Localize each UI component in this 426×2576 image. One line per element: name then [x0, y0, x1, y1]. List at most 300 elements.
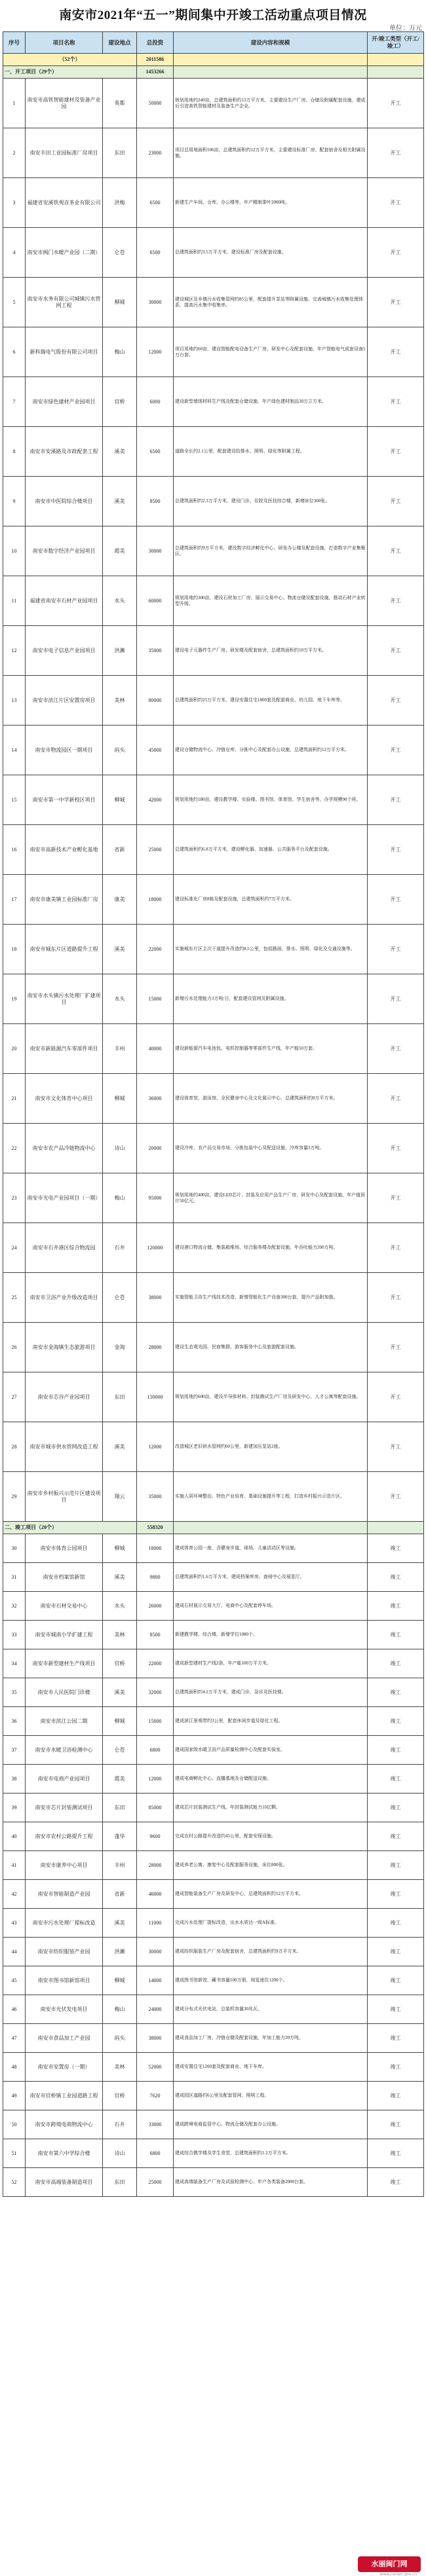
header-name: 项目名称 — [26, 32, 103, 54]
table-row — [3, 1938, 424, 1966]
cell-no: 4 — [3, 228, 26, 278]
cell-investment: 8500 — [137, 1621, 174, 1649]
cell-location: 东田 — [103, 2168, 137, 2197]
cell-name: 南安市智能制造产业园 — [26, 1880, 103, 1909]
cell-type: 竣工 — [368, 1621, 424, 1649]
table-row — [3, 1124, 424, 1173]
cell-content: 新建教学楼、综合楼，新增学位1080个。 — [174, 1621, 368, 1649]
cell-type: 竣工 — [368, 1736, 424, 1765]
cell-content: 建成滨江景观带约3公里，配套休闲步道及绿化工程。 — [174, 1707, 368, 1736]
table-row — [3, 79, 424, 128]
cell-name: 南安市数字经济产业园项目 — [26, 526, 103, 576]
table-row — [3, 526, 424, 576]
table-row — [3, 1995, 424, 2024]
cell-name: 南安市绿色建材产业园项目 — [26, 377, 103, 427]
cell-location: 柳城 — [103, 1707, 137, 1736]
table-body — [3, 54, 424, 2197]
cell-type: 开工 — [368, 327, 424, 377]
cell-content: 建成养老公寓、康复中心及配套服务设施，床位800张。 — [174, 1851, 368, 1880]
cell-content: 建成智能装备生产厂房及研发中心，总建筑面积约12万平方米。 — [174, 1880, 368, 1909]
cell-investment: 18000 — [137, 1534, 174, 1563]
cell-name: 南安市中医院综合楼项目 — [26, 477, 103, 526]
cell-content: 规划用地约600亩，建设半导体材料、封装测试生产厂房及研发中心、人才公寓等配套设施。 — [174, 1372, 368, 1422]
cell-content: 总建筑面积约25万平方米，建设安置住宅1800套及配套商业、幼儿园、地下车库等。 — [174, 676, 368, 726]
cell-content: 总建筑面积约3.5万平方米，建设标准厂房及配套设施。 — [174, 228, 368, 278]
cell-type: 开工 — [368, 477, 424, 526]
cell-name: 南安市食品加工产业园 — [26, 2024, 103, 2053]
cell-no: 5 — [3, 278, 26, 327]
cell-type: 开工 — [368, 925, 424, 974]
cell-content: 实施城东片区主次干道提升改造约8.5公里，包括路面、排水、照明、绿化及交通设施等。 — [174, 925, 368, 974]
cell-investment: 25000 — [137, 2168, 174, 2197]
cell-name: 南安市第一中学新校区项目 — [26, 775, 103, 825]
table-row — [3, 1534, 424, 1563]
cell-investment: 26000 — [137, 1592, 174, 1621]
cell-location: 康美 — [103, 875, 137, 925]
table-row — [3, 1822, 424, 1851]
cell-no: 3 — [3, 178, 26, 228]
section-start-label: 一、开工项目（29个） — [3, 66, 137, 79]
cell-type: 开工 — [368, 1372, 424, 1422]
cell-content: 建成芯片封装测试生产线，年封装测试能力10亿颗。 — [174, 1794, 368, 1822]
cell-no: 52 — [3, 2168, 26, 2197]
cell-location: 翔云 — [103, 1472, 137, 1522]
cell-investment: 35000 — [137, 626, 174, 676]
table-row — [3, 228, 424, 278]
cell-content: 规划用地约400亩，建设LED芯片、封装及应用产品生产厂房、研发中心及配套设施，年产值预计50亿元。 — [174, 1173, 368, 1223]
table-row — [3, 2024, 424, 2053]
cell-content: 建设电子元器件生产厂房、研发楼及配套宿舍，总建筑面积约10万平方米。 — [174, 626, 368, 676]
cell-location: 美林 — [103, 1621, 137, 1649]
cell-content: 建设港口物流仓储、集装箱堆场、综合服务楼及配套设施，年吞吐能力200万吨。 — [174, 1223, 368, 1273]
cell-investment: 12000 — [137, 327, 174, 377]
cell-location: 仑苍 — [103, 228, 137, 278]
cell-investment: 22000 — [137, 1649, 174, 1678]
cell-name: 南安市滨江片区安置房项目 — [26, 676, 103, 726]
table-row — [3, 1909, 424, 1938]
cell-content: 建设生态观光园、民宿集群、游客服务中心及旅游配套设施。 — [174, 1323, 368, 1372]
cell-type: 竣工 — [368, 1707, 424, 1736]
cell-investment: 46000 — [137, 1880, 174, 1909]
unit-label: 单位：万元 — [389, 25, 422, 32]
cell-no: 37 — [3, 1736, 26, 1765]
table-row — [3, 2139, 424, 2168]
cell-no: 25 — [3, 1273, 26, 1323]
cell-no: 50 — [3, 2110, 26, 2139]
cell-content: 建成体育公园一座，含健身步道、球场、儿童活动区等设施。 — [174, 1534, 368, 1563]
cell-location: 金淘 — [103, 1323, 137, 1372]
cell-no: 20 — [3, 1024, 26, 1074]
table-row — [3, 1472, 424, 1522]
cell-location: 东田 — [103, 128, 137, 178]
table-row — [3, 1707, 424, 1736]
cell-no: 35 — [3, 1678, 26, 1707]
cell-no: 48 — [3, 2053, 26, 2082]
cell-investment: 23000 — [137, 128, 174, 178]
table-row — [3, 1024, 424, 1074]
cell-no: 30 — [3, 1534, 26, 1563]
table-row — [3, 825, 424, 875]
cell-type: 开工 — [368, 1273, 424, 1323]
cell-no: 49 — [3, 2082, 26, 2110]
cell-investment: 120000 — [137, 1223, 174, 1273]
cell-content: 建成高端装备生产厂房及试验检测中心，年产各类装备2000台套。 — [174, 2168, 368, 2197]
cell-investment: 15000 — [137, 974, 174, 1024]
cell-content: 建成食品加工厂房、冷链仓储及配套设施，年加工能力20万吨。 — [174, 2024, 368, 2053]
header-type: 开/竣工类型（开工/竣工） — [368, 32, 424, 54]
cell-location: 诗山 — [103, 2139, 137, 2168]
cell-no: 51 — [3, 2139, 26, 2168]
table-row — [3, 327, 424, 377]
header-content: 建设内容和规模 — [174, 32, 368, 54]
table-row — [3, 1880, 424, 1909]
table-row — [3, 2110, 424, 2139]
cell-type: 开工 — [368, 526, 424, 576]
cell-location: 码头 — [103, 726, 137, 775]
cell-no: 10 — [3, 526, 26, 576]
header-location: 建设地点 — [103, 32, 137, 54]
table-row — [3, 875, 424, 925]
cell-content: 总建筑面积约2.3万平方米，建设门诊、住院及医技综合楼，新增床位300张。 — [174, 477, 368, 526]
cell-location: 霞美 — [103, 1765, 137, 1794]
cell-name: 南安市高新技术产业孵化基地 — [26, 825, 103, 875]
cell-location: 东田 — [103, 1372, 137, 1422]
cell-type: 开工 — [368, 974, 424, 1024]
cell-type: 开工 — [368, 427, 424, 477]
cell-location: 柳城 — [103, 1534, 137, 1563]
cell-name: 南安市新型建材生产线项目 — [26, 1649, 103, 1678]
cell-name: 南安市农村公路提升工程 — [26, 1822, 103, 1851]
cell-location: 官桥 — [103, 1649, 137, 1678]
cell-investment: 9800 — [137, 1563, 174, 1592]
cell-content: 规划用地约240亩，总建筑面积约13万平方米，主要建设生产厂房、仓储及附属配套设施，建成后引进高铁智能建材及装备生产企业。 — [174, 79, 368, 128]
cell-location: 溪美 — [103, 1563, 137, 1592]
cell-no: 39 — [3, 1794, 26, 1822]
cell-no: 32 — [3, 1592, 26, 1621]
cell-investment: 50000 — [137, 79, 174, 128]
cell-type: 开工 — [368, 1323, 424, 1372]
cell-investment: 80000 — [137, 676, 174, 726]
cell-type: 开工 — [368, 576, 424, 626]
table-row — [3, 2168, 424, 2197]
cell-type: 竣工 — [368, 2082, 424, 2110]
table-row — [3, 626, 424, 676]
cell-type: 竣工 — [368, 1851, 424, 1880]
cell-name: 南安市康美镇工业园标准厂房 — [26, 875, 103, 925]
cell-name: 南安丰田工业园标准厂房项目 — [26, 128, 103, 178]
table-row — [3, 676, 424, 726]
cell-name: 南安市跨境电商物流中心 — [26, 2110, 103, 2139]
cell-investment: 14000 — [137, 1966, 174, 1995]
cell-no: 6 — [3, 327, 26, 377]
cell-content: 新建生产车间、仓库、办公楼等，年产精制茶叶2000吨。 — [174, 178, 368, 228]
table-row — [3, 1678, 424, 1707]
cell-content: 建成国家级水暖卫浴产品质量检测中心及配套实验室。 — [174, 1736, 368, 1765]
cell-location: 溪美 — [103, 925, 137, 974]
cell-investment: 11000 — [137, 1909, 174, 1938]
table-row — [3, 1323, 424, 1372]
cell-type: 开工 — [368, 278, 424, 327]
table-row — [3, 726, 424, 775]
cell-investment: 24000 — [137, 1995, 174, 2024]
cell-location: 码头 — [103, 2024, 137, 2053]
cell-investment: 33000 — [137, 2110, 174, 2139]
cell-no: 46 — [3, 1995, 26, 2024]
cell-location: 水头 — [103, 1592, 137, 1621]
cell-investment: 20000 — [137, 1124, 174, 1173]
table-row — [3, 1074, 424, 1124]
cell-name: 南安市污水处理厂提标改造 — [26, 1909, 103, 1938]
cell-name: 南安市光伏发电项目 — [26, 1995, 103, 2024]
cell-no: 41 — [3, 1851, 26, 1880]
cell-location: 梅山 — [103, 327, 137, 377]
cell-investment: 30000 — [137, 526, 174, 576]
table-row — [3, 1966, 424, 1995]
cell-location: 石井 — [103, 2110, 137, 2139]
cell-type: 开工 — [368, 1223, 424, 1273]
cell-type: 开工 — [368, 676, 424, 726]
cell-type: 竣工 — [368, 1794, 424, 1822]
cell-content: 总建筑面积约9万平方米，建设数字经济孵化中心、研发办公楼及配套设施，打造数字产业集聚区。 — [174, 526, 368, 576]
section-complete-row — [3, 1522, 424, 1534]
cell-content: 实施人居环境整治、特色产业培育、基础设施提升等工程，打造乡村振兴示范片区。 — [174, 1472, 368, 1522]
cell-investment: 28000 — [137, 1851, 174, 1880]
cell-location: 省新 — [103, 825, 137, 875]
cell-type: 开工 — [368, 128, 424, 178]
cell-name: 南安市纺织服装产业园 — [26, 1938, 103, 1966]
cell-investment: 35000 — [137, 1472, 174, 1522]
cell-no: 19 — [3, 974, 26, 1024]
cell-no: 36 — [3, 1707, 26, 1736]
cell-no: 26 — [3, 1323, 26, 1372]
cell-content: 规划用地约300亩，建设石材加工厂房、展示交易中心、物流仓储及配套设施，推动石材产业转型升级。 — [174, 576, 368, 626]
cell-investment: 12000 — [137, 1765, 174, 1794]
cell-name: 南安市城市供水管网改造工程 — [26, 1422, 103, 1472]
table-row — [3, 925, 424, 974]
document-title: 南安市2021年“五一”期间集中开竣工活动重点项目情况 — [59, 9, 367, 22]
cell-location: 仑苍 — [103, 1736, 137, 1765]
table-row — [3, 576, 424, 626]
cell-content: 完成污水处理厂提标改造，出水水质达一级A标准。 — [174, 1909, 368, 1938]
cell-content: 建设冷库、农产品交易市场、分拣包装中心及配送设施，冷库容量3万吨。 — [174, 1124, 368, 1173]
cell-no: 16 — [3, 825, 26, 875]
section-start-row — [3, 66, 424, 79]
table-row — [3, 1173, 424, 1223]
table-row — [3, 1592, 424, 1621]
table-row — [3, 1621, 424, 1649]
cell-name: 南安市安溪路及市政配套工程 — [26, 427, 103, 477]
cell-location: 水头 — [103, 576, 137, 626]
table-row — [3, 128, 424, 178]
table-row — [3, 477, 424, 526]
cell-content: 建成电商孵化中心、直播基地及仓储配送设施。 — [174, 1765, 368, 1794]
cell-investment: 28000 — [137, 1323, 174, 1372]
cell-type: 开工 — [368, 377, 424, 427]
cell-no: 27 — [3, 1372, 26, 1422]
cell-no: 33 — [3, 1621, 26, 1649]
cell-name: 南安市档案馆新馆 — [26, 1563, 103, 1592]
cell-content: 总建筑面积约4.2万平方米，建成门诊、急诊及医技楼。 — [174, 1678, 368, 1707]
cell-name: 南安市文化体育中心项目 — [26, 1074, 103, 1124]
cell-investment: 15000 — [137, 1707, 174, 1736]
cell-type: 竣工 — [368, 1534, 424, 1563]
cell-content: 建设新能源汽车电池包、电机控制器等零部件生产线，年产能50万套。 — [174, 1024, 368, 1074]
cell-investment: 7620 — [137, 2082, 174, 2110]
project-table — [3, 31, 424, 2197]
cell-type: 开工 — [368, 775, 424, 825]
total-row — [3, 54, 424, 66]
cell-name: 南安市金淘镇生态旅游项目 — [26, 1323, 103, 1372]
cell-no: 14 — [3, 726, 26, 775]
table-row — [3, 1649, 424, 1678]
cell-investment: 6500 — [137, 178, 174, 228]
cell-location: 霞美 — [103, 526, 137, 576]
cell-investment: 30000 — [137, 278, 174, 327]
cell-no: 13 — [3, 676, 26, 726]
cell-location: 溪美 — [103, 477, 137, 526]
cell-name: 南安市芯谷产业园项目 — [26, 1372, 103, 1422]
cell-investment: 6800 — [137, 2139, 174, 2168]
cell-name: 南安市物流园区一期项目 — [26, 726, 103, 775]
cell-type: 竣工 — [368, 1765, 424, 1794]
cell-no: 45 — [3, 1966, 26, 1995]
cell-investment: 95000 — [137, 1173, 174, 1223]
cell-location: 水头 — [103, 974, 137, 1024]
cell-name: 南安市阀门水暖产业园（二期） — [26, 228, 103, 278]
cell-content: 建成图书馆新馆，藏书容量100万册，阅览座位1200个。 — [174, 1966, 368, 1995]
table-row — [3, 427, 424, 477]
cell-investment: 36000 — [137, 1074, 174, 1124]
cell-content: 建成石材展示交易大厅、电商中心及配套停车场。 — [174, 1592, 368, 1621]
cell-content: 建成分布式光伏电站，总装机容量30兆瓦。 — [174, 1995, 368, 2024]
cell-no: 43 — [3, 1909, 26, 1938]
cell-name: 南安市水暖卫浴检测中心 — [26, 1736, 103, 1765]
cell-no: 40 — [3, 1822, 26, 1851]
cell-name: 南安市第六中学综合楼 — [26, 2139, 103, 2168]
cell-type: 竣工 — [368, 1880, 424, 1909]
table-row — [3, 178, 424, 228]
cell-investment: 40000 — [137, 1024, 174, 1074]
table-row — [3, 2053, 424, 2082]
cell-type: 竣工 — [368, 2053, 424, 2082]
cell-type: 竣工 — [368, 1592, 424, 1621]
cell-type: 开工 — [368, 1024, 424, 1074]
cell-type: 开工 — [368, 1124, 424, 1173]
cell-no: 17 — [3, 875, 26, 925]
cell-content: 项目用地约60亩，建设智能配电设备生产厂房、研发中心及配套设施，年产智能电气成套设备5万台套。 — [174, 327, 368, 377]
cell-no: 8 — [3, 427, 26, 477]
cell-name: 南安市官桥镇工业园道路工程 — [26, 2082, 103, 2110]
cell-location: 官桥 — [103, 2082, 137, 2110]
total-investment: 2011586 — [137, 54, 174, 66]
cell-investment: 9600 — [137, 1822, 174, 1851]
cell-location: 丰州 — [103, 1024, 137, 1074]
cell-type: 竣工 — [368, 1995, 424, 2024]
cell-no: 47 — [3, 2024, 26, 2053]
cell-type: 竣工 — [368, 1678, 424, 1707]
cell-content: 完成农村公路提升改造约45公里，配套安保设施。 — [174, 1822, 368, 1851]
cell-location: 省新 — [103, 1880, 137, 1909]
cell-name: 南安市石井港区综合物流园 — [26, 1223, 103, 1273]
total-label: （52个） — [3, 54, 137, 66]
cell-name: 南安市城东片区道路提升工程 — [26, 925, 103, 974]
cell-no: 12 — [3, 626, 26, 676]
cell-name: 南安市水头镇污水处理厂扩建项目 — [26, 974, 103, 1024]
site-logo: 水丽闽门网 — [358, 2556, 421, 2572]
section-complete-label: 二、竣工项目（20个） — [3, 1522, 137, 1534]
cell-type: 开工 — [368, 1472, 424, 1522]
cell-investment: 6800 — [137, 1736, 174, 1765]
cell-content: 总建筑面积约6.8万平方米，建设孵化器、加速器、公共服务平台及配套设施。 — [174, 825, 368, 875]
table-row — [3, 1273, 424, 1323]
table-row — [3, 1563, 424, 1592]
cell-no: 21 — [3, 1074, 26, 1124]
cell-type: 开工 — [368, 626, 424, 676]
cell-investment: 22000 — [137, 925, 174, 974]
cell-name: 南安市电商产业园项目 — [26, 1765, 103, 1794]
cell-type: 竣工 — [368, 1938, 424, 1966]
cell-no: 31 — [3, 1563, 26, 1592]
cell-investment: 85000 — [137, 1794, 174, 1822]
cell-name: 南安市电子信息产业园项目 — [26, 626, 103, 676]
cell-location: 溪美 — [103, 1909, 137, 1938]
cell-location: 英都 — [103, 79, 137, 128]
cell-investment: 6500 — [137, 427, 174, 477]
cell-no: 28 — [3, 1422, 26, 1472]
cell-content: 建设体育馆、游泳馆、全民健身中心及文化展示中心，总建筑面积约8万平方米。 — [174, 1074, 368, 1124]
cell-investment: 8500 — [137, 477, 174, 526]
cell-name: 南安市图书馆新馆项目 — [26, 1966, 103, 1995]
cell-no: 22 — [3, 1124, 26, 1173]
cell-type: 竣工 — [368, 2139, 424, 2168]
cell-investment: 60000 — [137, 576, 174, 626]
cell-no: 2 — [3, 128, 26, 178]
header-no: 序号 — [3, 32, 26, 54]
cell-content: 建成跨境电商监管中心、物流仓储及配套办公设施。 — [174, 2110, 368, 2139]
table-row — [3, 1794, 424, 1822]
cell-type: 竣工 — [368, 1649, 424, 1678]
cell-location: 柳城 — [103, 775, 137, 825]
cell-name: 南安市滨江公园二期 — [26, 1707, 103, 1736]
cell-location: 溪美 — [103, 427, 137, 477]
cell-name: 南安市高端装备制造项目 — [26, 2168, 103, 2197]
cell-type: 开工 — [368, 178, 424, 228]
cell-type: 竣工 — [368, 2110, 424, 2139]
cell-location: 美林 — [103, 676, 137, 726]
cell-type: 竣工 — [368, 1822, 424, 1851]
cell-no: 24 — [3, 1223, 26, 1273]
cell-content: 建设新型墙体材料生产线及配套仓储设施，年产绿色建材制品30万立方米。 — [174, 377, 368, 427]
cell-investment: 30000 — [137, 1938, 174, 1966]
cell-name: 新科瑞电气股份有限公司项目 — [26, 327, 103, 377]
cell-name: 南安市人民医院门诊楼 — [26, 1678, 103, 1707]
cell-no: 18 — [3, 925, 26, 974]
cell-type: 开工 — [368, 875, 424, 925]
cell-no: 7 — [3, 377, 26, 427]
table-row — [3, 278, 424, 327]
cell-investment: 38000 — [137, 1273, 174, 1323]
cell-investment: 32000 — [137, 1678, 174, 1707]
cell-content: 改造城区老旧供水管网约60公里，新建加压泵站2座。 — [174, 1422, 368, 1472]
table-row — [3, 1736, 424, 1765]
cell-type: 开工 — [368, 79, 424, 128]
table-row — [3, 974, 424, 1024]
cell-location: 石井 — [103, 1223, 137, 1273]
cell-name: 南安市乡村振兴示范片区建设项目 — [26, 1472, 103, 1522]
cell-name: 南安市城南小学扩建工程 — [26, 1621, 103, 1649]
cell-name: 南安市安置房（一期） — [26, 2053, 103, 2082]
cell-content: 总建筑面积约1.6万平方米，建成档案库房、查阅中心及展览厅。 — [174, 1563, 368, 1592]
